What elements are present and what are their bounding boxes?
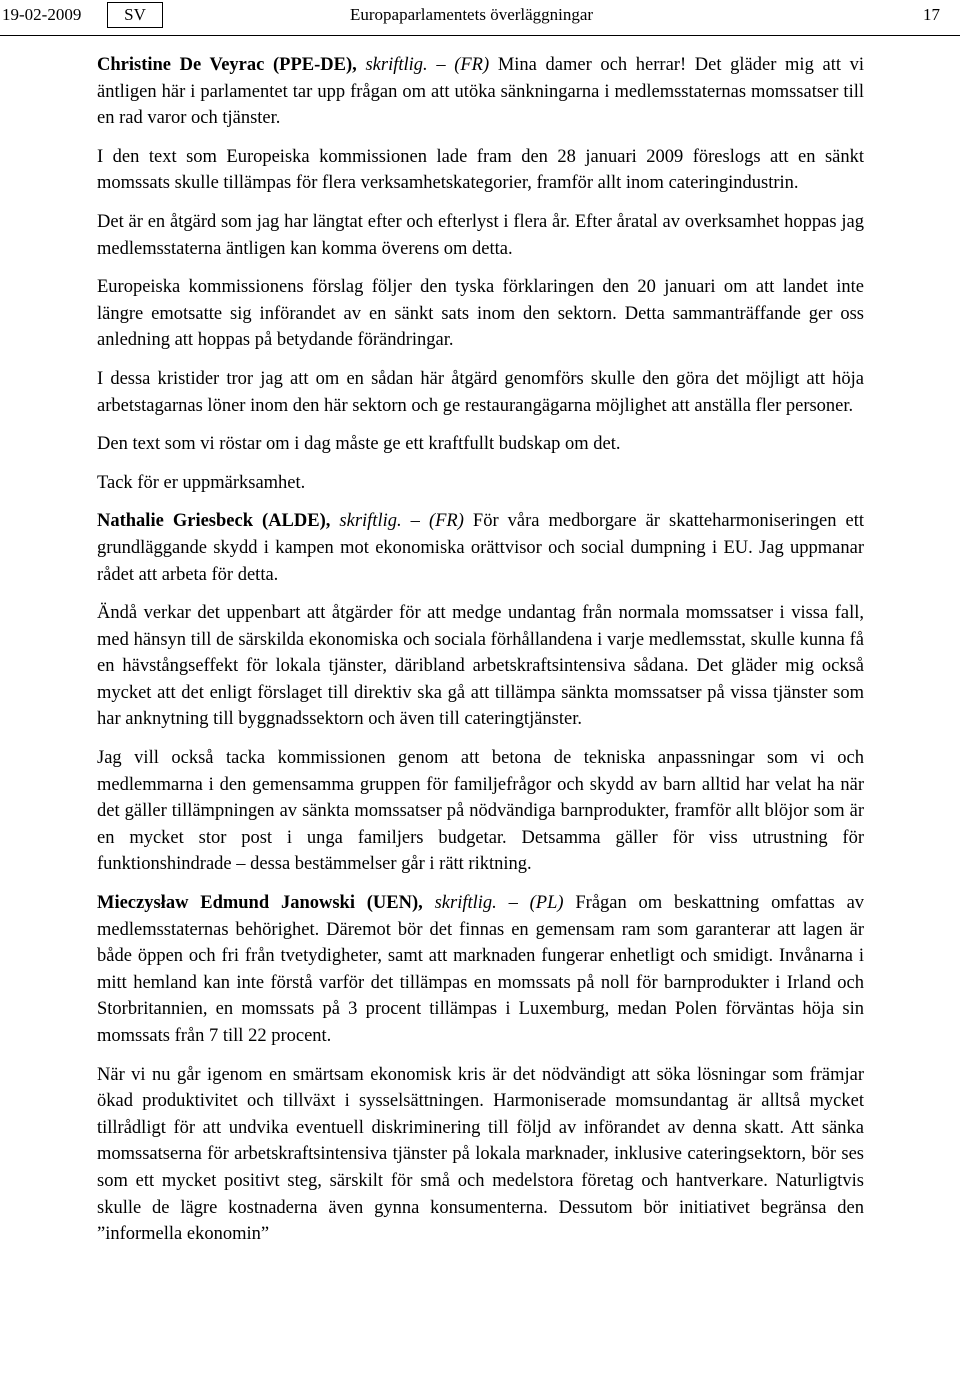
language-tag: – (FR)	[436, 55, 490, 75]
paragraph-text: För våra medborgare är skatteharmoniseringen ett grundläggande skydd i kampen mot ekonomiska orättvisor och social dumpning i EU. Jag uppmanar rådet att arbeta för detta.	[97, 511, 864, 585]
paragraph: Den text som vi röstar om i dag måste ge ett kraftfullt budskap om det.	[97, 434, 621, 455]
speech-intro-paragraph	[97, 52, 864, 132]
paragraph: Jag vill också tacka kommissionen genom att betona de tekniska anpassningar som vi och medlemmarna i den gemensamma gruppen för familjefrågor och skydd av barn alltid har velat ha när det gäller tillämpningen av sänkta momssatser på nödvändiga barnprodukter, framför allt blöjor som är en mycket stor post i unga familjers budgetar. Detsamma gäller för viss utrustning för funktionshindrade – dessa bestämmelser går i rätt riktning.	[97, 748, 864, 875]
paragraph: I dessa kristider tror jag att om en sådan här åtgärd genomförs skulle den göra det möjligt att höja arbetstagarnas löner inom den här sektorn och ge restaurangägarna möjlighet att anställa fler personer.	[97, 368, 864, 416]
language-badge: SV	[107, 2, 163, 28]
page-header	[0, 0, 960, 36]
speech-intro-paragraph	[97, 890, 864, 1050]
header-date: 19-02-2009	[2, 5, 82, 24]
speech-type: skriftlig.	[339, 511, 402, 532]
language-tag: – (PL)	[508, 893, 564, 914]
speaker-name: Christine De Veyrac (PPE-DE),	[97, 55, 357, 75]
speech-type: skriftlig.	[365, 55, 428, 75]
document-body	[97, 52, 864, 1260]
paragraph-text: Mina damer och herrar! Det gläder mig att vi äntligen här i parlamentet tar upp frågan om att utöka sänkningarna i medlemsstaternas momssatser till en rad varor och tjänster.	[97, 55, 865, 129]
paragraph: Tack för er uppmärksamhet.	[97, 472, 306, 493]
paragraph: Ändå verkar det uppenbart att åtgärder för att medge undantag från normala momssatser i vissa fall, med hänsyn till de särskilda ekonomiska och sociala förhållandena i varje medlemsstat, skulle kunna få en hävstångseffekt för lokala tjänster, däribland arbetskraftsintensiva sådana. Det gläder mig också mycket att det enligt förslaget till direktiv ska gå att tillämpa sänkta momssatser på vissa tjänster som har anknytning till byggnadssektorn och även till cateringtjänster.	[97, 603, 864, 730]
header-title: Europaparlamentets överläggningar	[350, 5, 594, 24]
paragraph: Europeiska kommissionens förslag följer den tyska förklaringen den 20 januari om att landet inte längre emotsatte sig införandet av en sänkt sats inom den sektorn. Detta sammanträffande ger oss anledning att hoppas på betydande förändringar.	[97, 277, 864, 351]
paragraph: I den text som Europeiska kommissionen lade fram den 28 januari 2009 föreslogs att en sänkt momssats skulle tillämpas för flera verksamhetskategorier, framför allt inom cateringindustrin.	[97, 146, 864, 194]
paragraph-text: Frågan om beskattning omfattas av medlemsstaternas behörighet. Däremot bör det finnas en gemensam ram som garanterar att lagen är både öppen och fri från tvetydigheter, samt att marknaden fungerar enhetligt och smidigt. Invånarna i mitt hemland kan inte förstå varför det tillämpas en momssats på noll för barnprodukter i Irland och Storbritannien, en momssats på 3 procent tillämpas i Luxemburg, medan Polen förväntas höja sin momssats från 7 till 22 procent.	[97, 893, 865, 1046]
speaker-name: Mieczysław Edmund Janowski (UEN),	[97, 893, 423, 914]
language-tag: – (FR)	[410, 511, 464, 532]
page-number: 17	[923, 5, 940, 24]
speech-intro-paragraph	[97, 508, 864, 588]
speech-type: skriftlig.	[434, 893, 497, 914]
speaker-name: Nathalie Griesbeck (ALDE),	[97, 511, 331, 532]
paragraph: Det är en åtgärd som jag har längtat efter och efterlyst i flera år. Efter åratal av overksamhet hoppas jag medlemsstaterna äntligen kan komma överens om detta.	[97, 211, 864, 259]
paragraph: När vi nu går igenom en smärtsam ekonomisk kris är det nödvändigt att söka lösningar som främjar ökad produktivitet och tillväxt i sysselsättningen. Harmoniserade momsundantag är alltså mycket tillrådligt för att undvika eventuell diskriminering till följd av införandet av denna skatt. Att sänka momssatserna för arbetskraftsintensiva tjänster på lokala marknader, inklusive cateringsektorn, bör ses som ett mycket positivt steg, särskilt för små och medelstora företag och hantverkare. Naturligtvis skulle de lägre kostnaderna även gynna konsumenterna. Dessutom bör initiativet begränsa den ”informella ekonomin”	[97, 1064, 864, 1245]
